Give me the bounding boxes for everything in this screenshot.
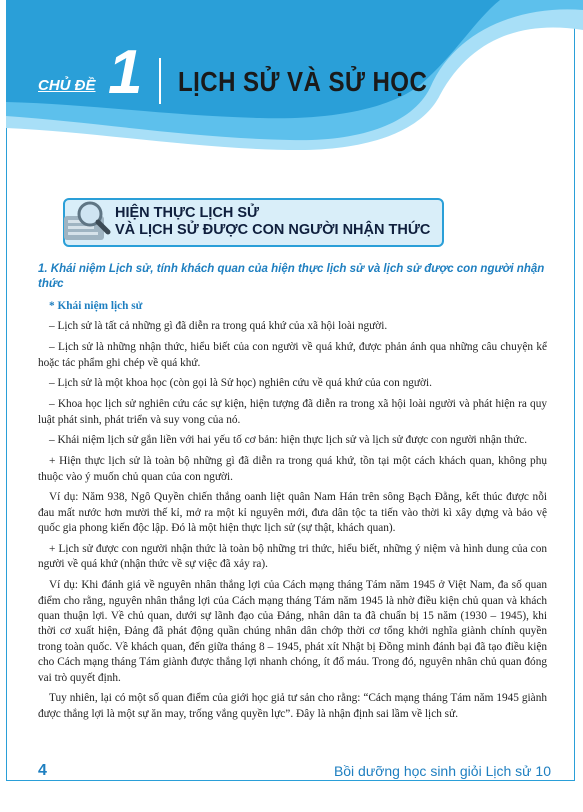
paragraph: Ví dụ: Khi đánh giá về nguyên nhân thắng lợi của Cách mạng tháng Tám năm 1945 ở Việt Nam, đa số quan điểm cho rằng, nguyên nhân thắng lợi của Cách mạng tháng Tám năm 1945 là nhờ điều kiện chủ quan và khách quan thuận lợi. Về chủ quan, dưới sự lãnh đạo của Đảng, nhân dân ta đã chuẩn bị 15 năm (1930 – 1945), khi thời cơ xuất hiện, Đảng đã phát động quần chúng nhân dân chớp thời cơ tổng khởi nghĩa giành chính quyền trong toàn quốc. Về khách quan, đến giữa tháng 8 – 1945, phát xít Nhật bị Đồng minh đánh bại đã tạo điều kiện cho Cách mạng tháng Tám giành được thắng lợi nhanh chóng, ít đổ máu. Trong đó, nguyên nhân chủ quan đóng vai trò quyết định. [38, 579, 547, 684]
magnifier-icon [60, 200, 112, 244]
content-body [38, 262, 547, 728]
bullet-heading: * Khái niệm lịch sử [49, 300, 143, 312]
book-title: Bồi dưỡng học sinh giỏi Lịch sử 10 [333, 763, 551, 779]
paragraph: – Lịch sử là những nhận thức, hiểu biết của con người về quá khứ, được phản ánh qua những câu chuyện kể hoặc tác phẩm ghi chép về quá khứ. [38, 341, 547, 369]
paragraph: – Khái niệm lịch sử gắn liền với hai yếu tố cơ bản: hiện thực lịch sử và lịch sử được con người nhận thức. [49, 434, 528, 447]
section-title-line1: HIỆN THỰC LỊCH SỬ [115, 205, 260, 221]
paragraph: – Khoa học lịch sử nghiên cứu các sự kiện, hiện tượng đã diễn ra trong xã hội loài người và phát hiện ra quy luật phát sinh, phát triển và suy vong của nó. [38, 398, 547, 426]
chapter-title: LỊCH SỬ VÀ SỬ HỌC [178, 66, 428, 97]
paragraph: Ví dụ: Năm 938, Ngô Quyền chiến thắng oanh liệt quân Nam Hán trên sông Bạch Đằng, kết thúc được nỗi đau mất nước hơn mười thế kỉ, mở ra một kỉ nguyên mới, đưa dân tộc ta tiến vào thời kì xây dựng và bảo vệ quốc gia phong kiến độc lập. Đó là một hiện thực lịch sử (sự thật, khách quan). [38, 491, 547, 535]
paragraph: + Lịch sử được con người nhận thức là toàn bộ những tri thức, hiểu biết, những ý niệm và hình dung của con người về quá khứ (nhận thức về sự việc đã xảy ra). [38, 543, 547, 571]
paragraph: + Hiện thực lịch sử là toàn bộ những gì đã diễn ra trong quá khứ, tồn tại một cách khách quan, không phụ thuộc vào ý muốn chủ quan của con người. [38, 455, 547, 483]
section-title [115, 205, 430, 239]
paragraph: Tuy nhiên, lại có một số quan điểm của giới học giả tư sản cho rằng: “Cách mạng tháng Tám năm 1945 giành được thắng lợi là một sự ăn may, trống vắng quyền lực”. Đây là nhận định sai lầm về lịch sử. [38, 692, 547, 720]
paragraph: – Lịch sử là một khoa học (còn gọi là Sử học) nghiên cứu về quá khứ của con người. [49, 377, 432, 390]
paragraph: – Lịch sử là tất cả những gì đã diễn ra trong quá khứ của xã hội loài người. [49, 320, 388, 333]
topic-number: 1 [108, 38, 143, 107]
subsection-heading: 1. Khái niệm Lịch sử, tính khách quan của hiện thực lịch sử và lịch sử được con người nhận thức [38, 263, 545, 290]
page-number: 4 [38, 762, 47, 779]
section-title-line2: VÀ LỊCH SỬ ĐƯỢC CON NGƯỜI NHẬN THỨC [115, 222, 431, 238]
header-divider [159, 58, 161, 104]
topic-label: CHỦ ĐỀ [38, 77, 96, 94]
